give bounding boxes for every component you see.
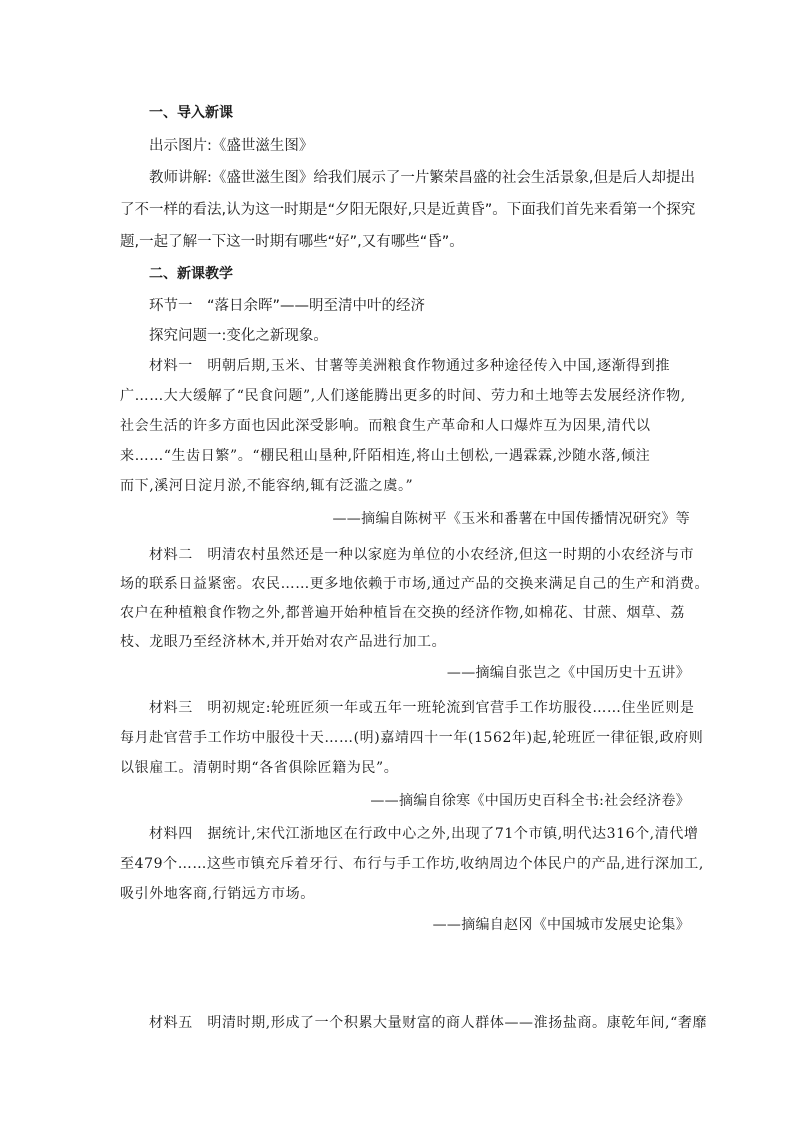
material-text-line: 材料五 明清时期,形成了一个积累大量财富的商人群体——淮扬盐商。康乾年间,“奢靡 bbox=[149, 1015, 708, 1031]
material-text-line: 广……大大缓解了“民食问题”,人们遂能腾出更多的时间、劳力和土地等去发展经济作物, bbox=[120, 388, 686, 404]
material-text-line: 至479个……这些市镇充斥着牙行、布行与手工作坊,收纳周边个体民户的产品,进行深加工, bbox=[120, 856, 704, 872]
body-text-line: 出示图片:《盛世滋生图》 bbox=[149, 138, 314, 154]
material-text-line: 以银雇工。清朝时期“各省俱除匠籍为民”。 bbox=[120, 760, 399, 776]
body-text-line: 题,一起了解一下这一时期有哪些“好”,又有哪些“昏”。 bbox=[120, 234, 464, 250]
source-citation: ——摘编自张岂之《中国历史十五讲》 bbox=[446, 665, 690, 681]
body-text-line: 教师讲解:《盛世滋生图》给我们展示了一片繁荣昌盛的社会生活景象,但是后人却提出 bbox=[149, 170, 695, 186]
material-text-line: 材料一 明朝后期,玉米、甘薯等美洲粮食作物通过多种途径传入中国,逐渐得到推 bbox=[149, 358, 671, 374]
source-citation: ——摘编自陈树平《玉米和番薯在中国传播情况研究》等 bbox=[332, 511, 690, 527]
material-text-line: 社会生活的许多方面也因此深受影响。而粮食生产革命和人口爆炸互为因果,清代以 bbox=[120, 418, 651, 434]
source-citation: ——摘编自赵冈《中国城市发展史论集》 bbox=[432, 917, 690, 933]
source-citation: ——摘编自徐寒《中国历史百科全书:社会经济卷》 bbox=[370, 793, 690, 809]
section-heading: 二、新课教学 bbox=[149, 266, 233, 282]
material-text-line: 吸引外地客商,行销远方市场。 bbox=[120, 886, 315, 902]
body-text-line: 了不一样的看法,认为这一时期是“夕阳无限好,只是近黄昏”。下面我们首先来看第一个探究 bbox=[120, 202, 696, 218]
material-text-line: 场的联系日益紧密。农民……更多地依赖于市场,通过产品的交换来满足自己的生产和消费。 bbox=[120, 576, 710, 592]
body-text-line: 环节一 “落日余晖”——明至清中叶的经济 bbox=[149, 298, 426, 314]
material-text-line: 农户在种植粮食作物之外,都普遍开始种植旨在交换的经济作物,如棉花、甘蔗、烟草、荔 bbox=[120, 605, 685, 621]
material-text-line: 来……“生齿日繁”。“棚民租山垦种,阡陌相连,将山土刨松,一遇霖霖,沙随水落,倾注 bbox=[120, 448, 651, 464]
material-text-line: 材料二 明清农村虽然还是一种以家庭为单位的小农经济,但这一时期的小农经济与市 bbox=[149, 547, 695, 563]
body-text-line: 探究问题一:变化之新现象。 bbox=[149, 328, 328, 344]
material-text-line: 材料四 据统计,宋代江浙地区在行政中心之外,出现了71个市镇,明代达316个,清代增 bbox=[149, 826, 699, 842]
section-heading: 一、导入新课 bbox=[149, 105, 233, 121]
material-text-line: 枝、龙眼乃至经济林木,并开始对农产品进行加工。 bbox=[120, 634, 447, 650]
material-text-line: 每月赴官营手工作坊中服役十天……(明)嘉靖四十一年(1562年)起,轮班匠一律征银,政府则 bbox=[120, 730, 704, 746]
material-text-line: 材料三 明初规定:轮班匠须一年或五年一班轮流到官营手工作坊服役……住坐匠则是 bbox=[149, 700, 695, 716]
material-text-line: 而下,溪河日淀月淤,不能容纳,辄有泛滥之虞。” bbox=[120, 478, 414, 494]
